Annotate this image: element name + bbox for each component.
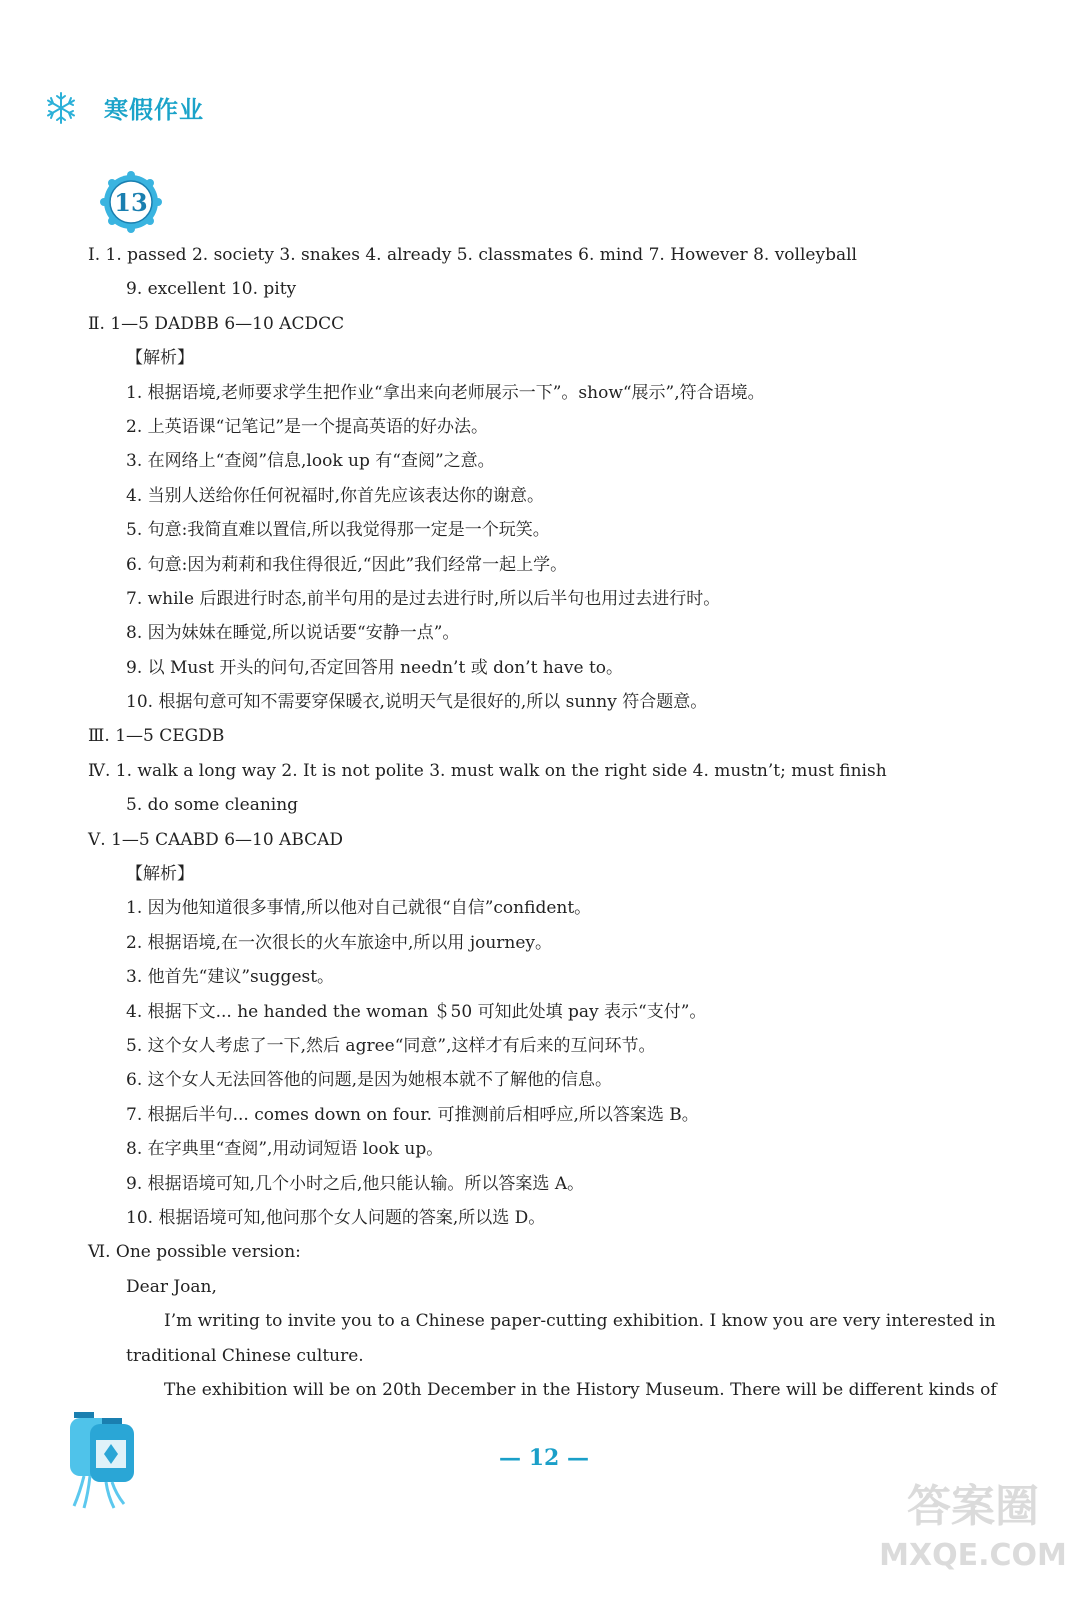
text-line: 7. 根据后半句... comes down on four. 可推测前后相呼应,所以答案选 B。 bbox=[126, 1104, 699, 1125]
text-line: Ⅵ. One possible version: bbox=[88, 1242, 301, 1263]
text-line: 2. 上英语课“记笔记”是一个提高英语的好办法。 bbox=[126, 416, 489, 437]
text-line: 5. 句意:我简直难以置信,所以我觉得那一定是一个玩笑。 bbox=[126, 520, 550, 541]
text-line: 3. 在网络上“查阅”信息,look up 有“查阅”之意。 bbox=[126, 451, 495, 472]
text-line: 【解析】 bbox=[126, 864, 194, 885]
text-line: 1. 根据语境,老师要求学生把作业“拿出来向老师展示一下”。show“展示”,符合语境。 bbox=[126, 382, 765, 403]
text-line: 9. excellent 10. pity bbox=[126, 279, 297, 300]
text-line: 5. do some cleaning bbox=[126, 795, 299, 816]
text-line: 4. 当别人送给你任何祝福时,你首先应该表达你的谢意。 bbox=[126, 485, 545, 506]
text-line: 4. 根据下文... he handed the woman ＄50 可知此处填 pay 表示“支付”。 bbox=[126, 1001, 707, 1022]
text-line: 10. 根据句意可知不需要穿保暖衣,说明天气是很好的,所以 sunny 符合题意。 bbox=[126, 692, 708, 713]
text-line: Ⅳ. 1. walk a long way 2. It is not polite 3. must walk on the right side 4. mustn’t; must finish bbox=[88, 760, 887, 781]
watermark-logo bbox=[878, 1478, 1068, 1588]
text-line: traditional Chinese culture. bbox=[126, 1345, 364, 1366]
watermark-line1: 答案圈 bbox=[907, 1481, 1039, 1532]
answer-content bbox=[88, 238, 1058, 1407]
text-line: Ⅲ. 1—5 CEGDB bbox=[88, 726, 225, 747]
text-line: 8. 因为妹妹在睡觉,所以说话要“安静一点”。 bbox=[126, 623, 460, 644]
text-line: The exhibition will be on 20th December in the History Museum. There will be different kinds of bbox=[164, 1379, 997, 1400]
page-title: 寒假作业 bbox=[104, 96, 204, 124]
text-line: 3. 他首先“建议”suggest。 bbox=[126, 967, 335, 988]
page-header bbox=[44, 90, 204, 125]
text-line: 9. 以 Must 开头的问句,否定回答用 needn’t 或 don’t have to。 bbox=[126, 657, 624, 678]
section-number: 13 bbox=[114, 187, 148, 217]
text-line: 9. 根据语境可知,几个小时之后,他只能认输。所以答案选 A。 bbox=[126, 1173, 585, 1194]
snowflake-icon bbox=[44, 91, 78, 125]
text-line: 10. 根据语境可知,他问那个女人问题的答案,所以选 D。 bbox=[126, 1207, 546, 1228]
page-number: — 12 — bbox=[499, 1445, 589, 1471]
section-number-badge bbox=[100, 171, 162, 233]
text-line: Ⅱ. 1—5 DADBB 6—10 ACDCC bbox=[88, 313, 345, 334]
text-line: 8. 在字典里“查阅”,用动词短语 look up。 bbox=[126, 1139, 444, 1160]
text-line: 2. 根据语境,在一次很长的火车旅途中,所以用 journey。 bbox=[126, 932, 553, 953]
text-line: 【解析】 bbox=[126, 348, 194, 369]
text-line: Ⅰ. 1. passed 2. society 3. snakes 4. already 5. classmates 6. mind 7. However 8. volleyball bbox=[88, 245, 857, 265]
text-line: 1. 因为他知道很多事情,所以他对自己就很“自信”confident。 bbox=[126, 898, 592, 919]
text-line: 6. 这个女人无法回答他的问题,是因为她根本就不了解他的信息。 bbox=[126, 1070, 613, 1091]
text-line: 5. 这个女人考虑了一下,然后 agree“同意”,这样才有后来的互问环节。 bbox=[126, 1035, 656, 1056]
text-line: Dear Joan, bbox=[126, 1276, 217, 1297]
watermark-line2: MXQE.COM bbox=[879, 1538, 1067, 1573]
text-line: 7. while 后跟进行时态,前半句用的是过去进行时,所以后半句也用过去进行时。 bbox=[126, 588, 721, 609]
text-line: I’m writing to invite you to a Chinese paper-cutting exhibition. I know you are very interested in bbox=[164, 1311, 996, 1332]
text-line: 6. 句意:因为莉莉和我住得很近,“因此”我们经常一起上学。 bbox=[126, 554, 568, 575]
text-line: Ⅴ. 1—5 CAABD 6—10 ABCAD bbox=[88, 829, 344, 850]
